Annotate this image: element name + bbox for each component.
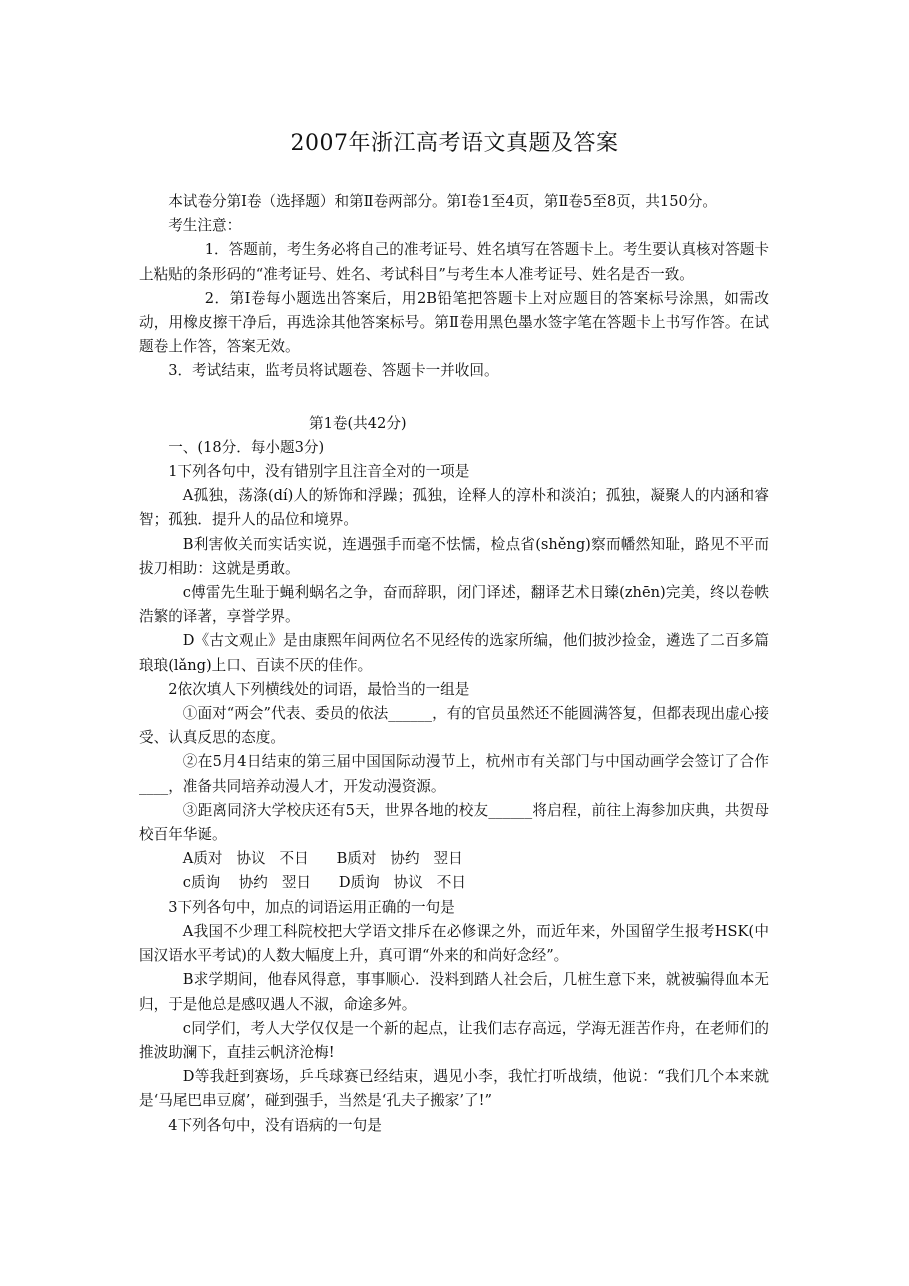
paragraph: D等我赶到赛场，乒乓球赛已经结束，遇见小李，我忙打听战绩，他说：“我们几个本来就是‘马尾巴串豆腐’，碰到强手，当然是‘孔夫子搬家’了!” <box>139 1068 769 1110</box>
document-title: 2007年浙江高考语文真题及答案 <box>290 131 619 156</box>
paragraph: A我国不少理工科院校把大学语文排斥在必修课之外，而近年来，外国留学生报考HSK(中国汉语水平考试)的人数大幅度上升，真可谓“外来的和尚好念经”。 <box>139 922 769 965</box>
paragraph: ②在5月4日结束的第三届中国国际动漫节上，杭州市有关部门与中国动画学会签订了合作____，准备共同培养动漫人才，开发动漫资源。 <box>139 753 769 795</box>
paragraph: A质对 协议 不日 B质对 协约 翌日 <box>182 850 463 868</box>
section-heading: 第1卷(共42分) <box>309 414 407 432</box>
paragraph: 2．第Ⅰ卷每小题选出答案后，用2B铅笔把答题卡上对应题目的答案标号涂黑，如需改动，用橡皮擦干净后，再选涂其他答案标号。第Ⅱ卷用黑色墨水签字笔在答题卡上书写作答。在试题卷上作答，答案无效。 <box>139 289 769 356</box>
paragraph: ①面对“两会”代表、委员的依法______，有的官员虽然还不能圆满答复，但都表现出虚心接受、认真反思的态度。 <box>139 705 769 747</box>
paragraph: 3下列各句中，加点的词语运用正确的一句是 <box>168 898 455 916</box>
paragraph: c傅雷先生耻于蝇利蜗名之争，奋而辞职，闭门译述，翻译艺术日臻(zhēn)完美，终以卷帙浩繁的译著，享誉学界。 <box>139 584 769 626</box>
paragraph: 本试卷分第Ⅰ卷（选择题）和第Ⅱ卷两部分。第Ⅰ卷1至4页，第Ⅱ卷5至8页，共150分。 <box>168 193 717 210</box>
paragraph: 4下列各句中，没有语病的一句是 <box>168 1116 382 1134</box>
paragraph: 1下列各句中，没有错别字且注音全对的一项是 <box>168 463 470 481</box>
document-body <box>139 190 769 1138</box>
paragraph: c同学们，考人大学仅仅是一个新的起点，让我们志存高远，学海无涯苦作舟，在老师们的推波助澜下，直挂云帆济沧梅! <box>139 1019 769 1061</box>
paragraph: A孤独，荡涤(dí)人的矫饰和浮躁；孤独，诠释人的淳朴和淡泊；孤独，凝聚人的内涵和睿智；孤独．提升人的品位和境界。 <box>139 487 769 529</box>
paragraph: 一、(18分．每小题3分) <box>168 438 325 456</box>
paragraph: D《古文观止》是由康熙年间两位名不见经传的选家所编，他们披沙捡金，遴选了二百多篇琅琅(lǎng)上口、百读不厌的佳作。 <box>139 632 769 674</box>
paragraph: 1．答题前，考生务必将自己的准考证号、姓名填写在答题卡上。考生要认真核对答题卡上粘贴的条形码的“准考证号、姓名、考试科目”与考生本人准考证号、姓名是否一致。 <box>139 241 769 283</box>
paragraph: B利害攸关而实话实说，连遇强手而毫不怯懦，检点省(shěng)察而幡然知耻，路见不平而拔刀相助：这就是勇敢。 <box>139 535 769 577</box>
paragraph: 2依次填人下列横线处的词语，最恰当的一组是 <box>168 680 470 698</box>
paragraph: B求学期间，他春风得意，事事顺心．没料到踏人社会后，几桩生意下来，就被骗得血本无归，于是他总是感叹遇人不淑，命途多舛。 <box>139 971 769 1013</box>
paragraph: 考生注意： <box>168 217 242 235</box>
paragraph: 3．考试结束，监考员将试题卷、答题卡一并收回。 <box>168 362 499 380</box>
paragraph: c质询 协约 翌日 D质询 协议 不日 <box>182 874 466 892</box>
paragraph: ③距离同济大学校庆还有5天，世界各地的校友______将启程，前往上海参加庆典，共贺母校百年华诞。 <box>139 801 769 844</box>
